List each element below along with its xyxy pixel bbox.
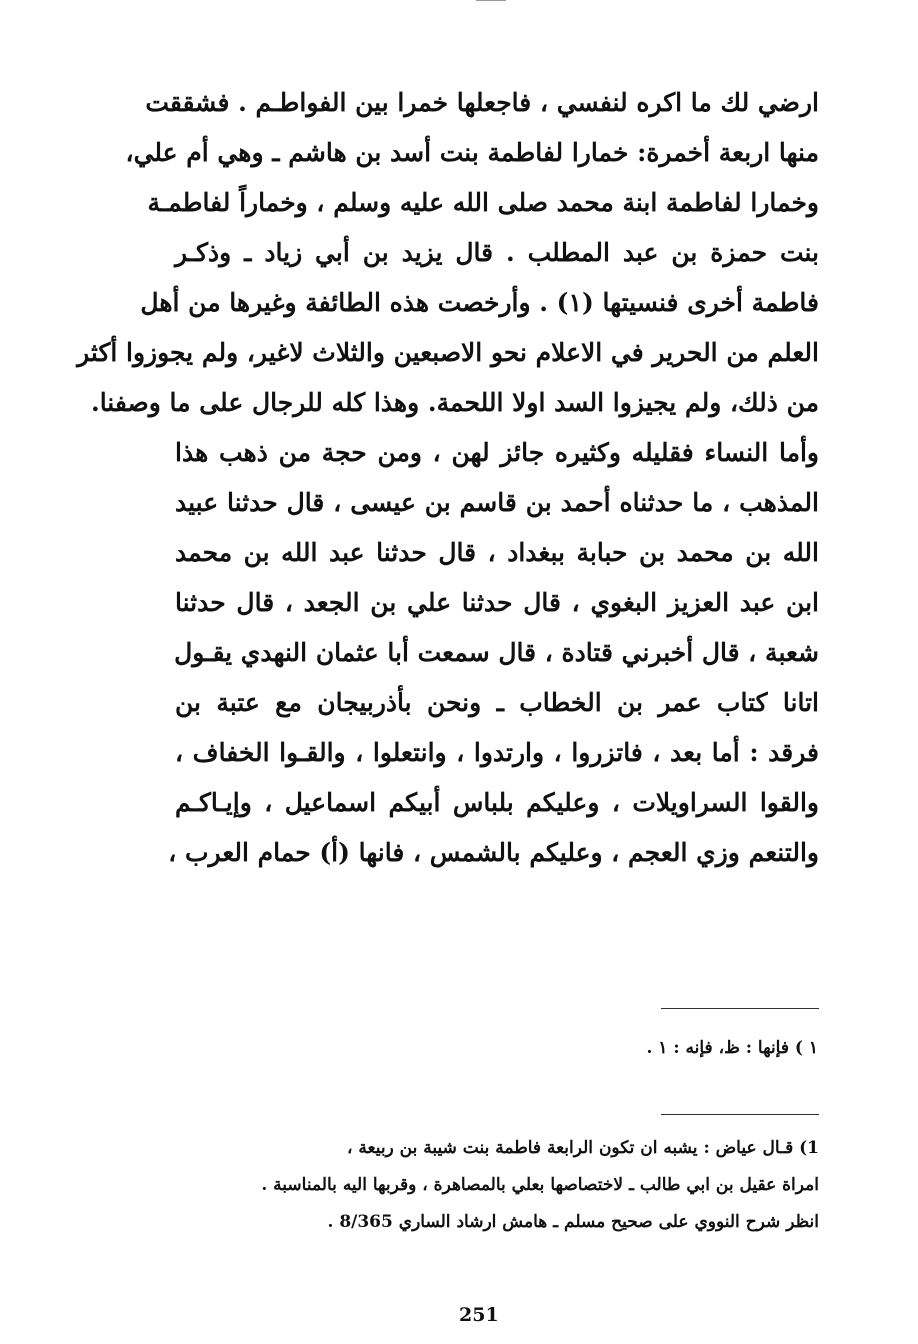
top-scan-mark xyxy=(476,0,506,5)
footnote-line: انظر شرح النووي على صحيح مسلم ـ هامش ارشاد الساري 8/365 . xyxy=(327,1212,819,1232)
text-line: ابن عبد العزيز البغوي ، قال حدثنا علي بن الجعد ، قال حدثنا xyxy=(175,588,819,617)
text-line: من ذلك، ولم يجيزوا السد اولا اللحمة. وهذا كله للرجال على ما وصفنا. xyxy=(90,388,819,417)
footnote-separator-1 xyxy=(661,1008,819,1009)
text-line: فرقد : أما بعد ، فاتزروا ، وارتدوا ، وانتعلوا ، والقـوا الخفاف ، xyxy=(175,738,819,767)
text-line: منها اربعة أخمرة: خمارا لفاطمة بنت أسد بن هاشم ـ وهي أم علي، xyxy=(125,138,819,167)
text-line: شعبة ، قال أخبرني قتادة ، قال سمعت أبا عثمان النهدي يقـول xyxy=(174,638,819,667)
text-line: فاطمة أخرى فنسيتها (١) . وأرخصت هذه الطائفة وغيرها من أهل xyxy=(140,288,819,317)
text-line: والقوا السراويلات ، وعليكم بلباس أبيكم اسماعيل ، وإيـاكـم xyxy=(175,788,819,817)
footnote-variant-reading: ١ ) فإنها : ظ، فإنه : ١ . xyxy=(646,1038,818,1058)
footnote-line: امراة عقيل بن ابي طالب ـ لاختصاصها بعلي بالمصاهرة ، وقربها اليه بالمناسبة . xyxy=(261,1175,819,1195)
page-number: 251 xyxy=(459,1304,499,1326)
text-line: والتنعم وزي العجم ، وعليكم بالشمس ، فانها (أ) حمام العرب ، xyxy=(168,838,819,867)
text-line: العلم من الحرير في الاعلام نحو الاصبعين والثلاث لاغير، ولم يجوزوا أكثر xyxy=(77,338,819,367)
text-line: بنت حمزة بن عبد المطلب . قال يزيد بن أبي زياد ـ وذكـر xyxy=(175,238,819,267)
text-line: اتانا كتاب عمر بن الخطاب ـ ونحن بأذربيجان مع عتبة بن xyxy=(175,688,819,717)
footnote-line: 1) قـال عياض : يشبه ان تكون الرابعة فاطمة بنت شيبة بن ربيعة ، xyxy=(346,1138,819,1158)
main-text-block xyxy=(77,78,819,878)
footnote-commentary xyxy=(175,1130,819,1241)
text-line: المذهب ، ما حدثناه أحمد بن قاسم بن عيسى ، قال حدثنا عبيد xyxy=(175,488,819,517)
text-line: وخمارا لفاطمة ابنة محمد صلى الله عليه وسلم ، وخماراً لفاطمـة xyxy=(147,188,819,217)
text-line: ارضي لك ما اكره لنفسي ، فاجعلها خمرا بين الفواطـم . فشققت xyxy=(145,88,819,117)
text-line: وأما النساء فقليله وكثيره جائز لهن ، ومن حجة من ذهب هذا xyxy=(175,438,819,467)
text-line: الله بن محمد بن حبابة ببغداد ، قال حدثنا عبد الله بن محمد xyxy=(175,538,819,567)
footnote-separator-2 xyxy=(661,1114,819,1115)
